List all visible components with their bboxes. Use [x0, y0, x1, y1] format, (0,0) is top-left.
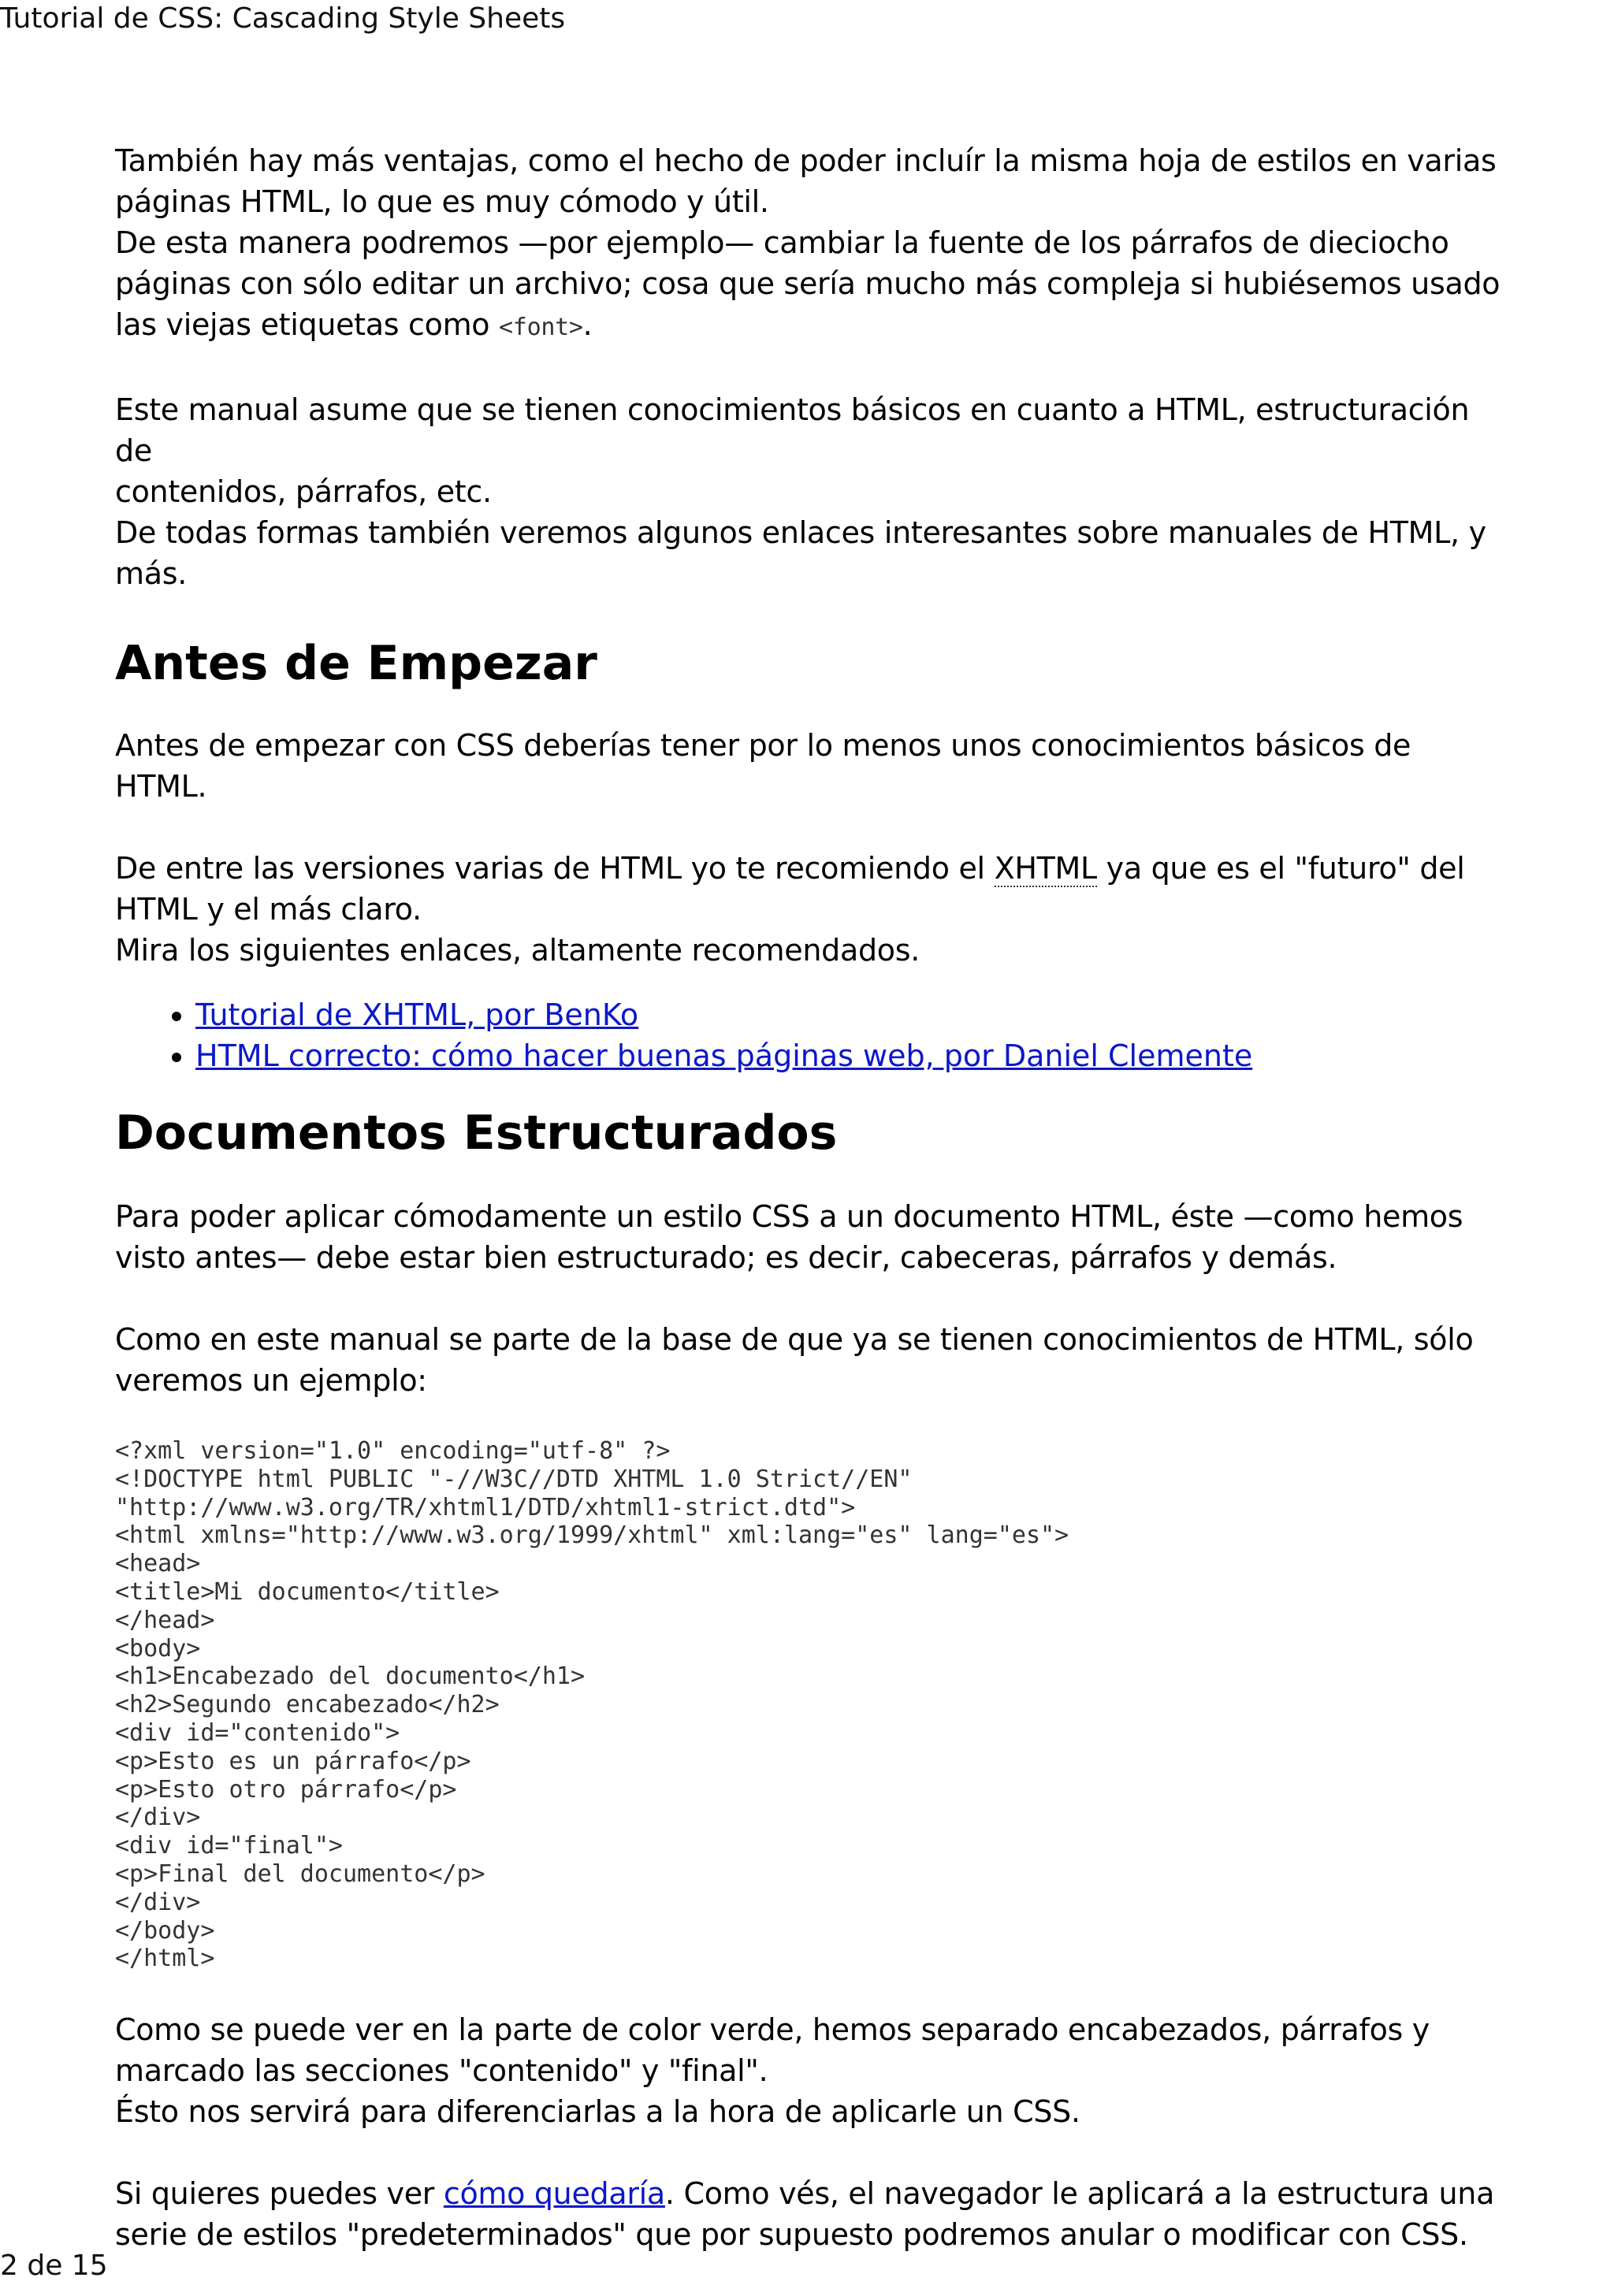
xhtml-code-example: <?xml version="1.0" encoding="utf-8" ?> <!DOCTYPE html PUBLIC "-//W3C//DTD XHTML 1.0 Strict//EN" "http://www.w3.org/TR/xhtml1/DTD/xhtml1-strict.dtd"> <html xmlns="http://www.w3.org/1999/xhtml" xml:lang="es" lang="es"> <head> <title>Mi documento</title> </head> <body> <h1>Encabezado del documento</h1> <h2>Segundo encabezado</h2> <div id="contenido"> <p>Esto es un párrafo</p> <p>Esto otro párrafo</p> </div> <div id="final"> <p>Final del documento</p> </div> </body> </html>	[115, 1437, 1069, 1973]
text-line: Mira los siguientes enlaces, altamente recomendados.	[115, 933, 920, 968]
heading-antes-de-empezar: Antes de Empezar	[115, 636, 597, 691]
document-content	[115, 140, 1502, 2296]
antes-paragraph-2	[115, 848, 1502, 971]
text-line: serie de estilos "predeterminados" que por supuesto podremos anular o modificar con CSS.	[115, 2217, 1468, 2253]
text-line: contenidos, párrafos, etc.	[115, 474, 492, 509]
text-fragment: las viejas etiquetas como	[115, 307, 500, 342]
text-line: Antes de empezar con CSS deberías tener por lo menos unos conocimientos básicos de HTML.	[115, 728, 1411, 804]
docs-paragraph-1	[115, 1196, 1502, 1278]
text-line: HTML y el más claro.	[115, 892, 422, 927]
docs-paragraph-3	[115, 2009, 1502, 2132]
text-line: veremos un ejemplo:	[115, 1363, 427, 1398]
docs-paragraph-4	[115, 2173, 1502, 2255]
docs-paragraph-2	[115, 1319, 1502, 1401]
text-line	[115, 848, 1502, 889]
text-fragment: De entre las versiones varias de HTML yo te recomiendo el	[115, 851, 995, 886]
text-line: Ésto nos servirá para diferenciarlas a la hora de aplicarle un CSS.	[115, 2094, 1080, 2130]
text-fragment: ya que es el "futuro" del	[1096, 851, 1465, 886]
text-line: De esta manera podremos —por ejemplo— cambiar la fuente de los párrafos de dieciocho	[115, 225, 1449, 260]
intro-paragraph-1	[115, 140, 1502, 348]
text-line: visto antes— debe estar bien estructurado; es decir, cabeceras, párrafos y demás.	[115, 1240, 1337, 1275]
text-line: Para poder aplicar cómodamente un estilo CSS a un documento HTML, éste —como hemos	[115, 1199, 1463, 1234]
intro-paragraph-2	[115, 389, 1502, 594]
xhtml-abbreviation: XHTML	[994, 851, 1097, 886]
text-line: más.	[115, 556, 187, 591]
list-item	[195, 1035, 1502, 1076]
text-line: De todas formas también veremos algunos enlaces interesantes sobre manuales de HTML, y	[115, 515, 1486, 550]
inline-code-font-tag: <font>	[499, 314, 583, 341]
text-line: páginas con sólo editar un archivo; cosa que sería mucho más compleja si hubiésemos usado	[115, 266, 1501, 301]
link-tutorial-xhtml-benko[interactable]: Tutorial de XHTML, por BenKo	[195, 998, 639, 1032]
text-line	[115, 304, 1502, 348]
text-line: Como en este manual se parte de la base de que ya se tienen conocimientos de HTML, sólo	[115, 1322, 1474, 1357]
text-line: Como se puede ver en la parte de color verde, hemos separado encabezados, párrafos y	[115, 2012, 1430, 2048]
text-line: marcado las secciones "contenido" y "final".	[115, 2053, 768, 2089]
list-item	[195, 994, 1502, 1035]
antes-paragraph-1	[115, 725, 1502, 807]
link-como-quedaria[interactable]: cómo quedaría	[443, 2176, 665, 2212]
text-fragment: Si quieres puedes ver	[115, 2176, 444, 2212]
text-fragment: . Como vés, el navegador le aplicará a la estructura una	[664, 2176, 1495, 2212]
heading-documentos-estructurados: Documentos Estructurados	[115, 1105, 838, 1161]
recommended-links-list	[115, 994, 1502, 1076]
text-line: Este manual asume que se tienen conocimientos básicos en cuanto a HTML, estructuración de	[115, 392, 1470, 468]
print-header-title: Tutorial de CSS: Cascading Style Sheets	[0, 2, 566, 35]
print-footer-page-number: 2 de 15	[0, 2250, 108, 2282]
text-line: También hay más ventajas, como el hecho de poder incluír la misma hoja de estilos en varias	[115, 143, 1497, 178]
text-fragment: .	[582, 307, 593, 342]
link-html-correcto-daniel-clemente[interactable]: HTML correcto: cómo hacer buenas páginas web, por Daniel Clemente	[195, 1038, 1253, 1073]
text-line: páginas HTML, lo que es muy cómodo y útil.	[115, 184, 769, 219]
text-line	[115, 2173, 1502, 2214]
